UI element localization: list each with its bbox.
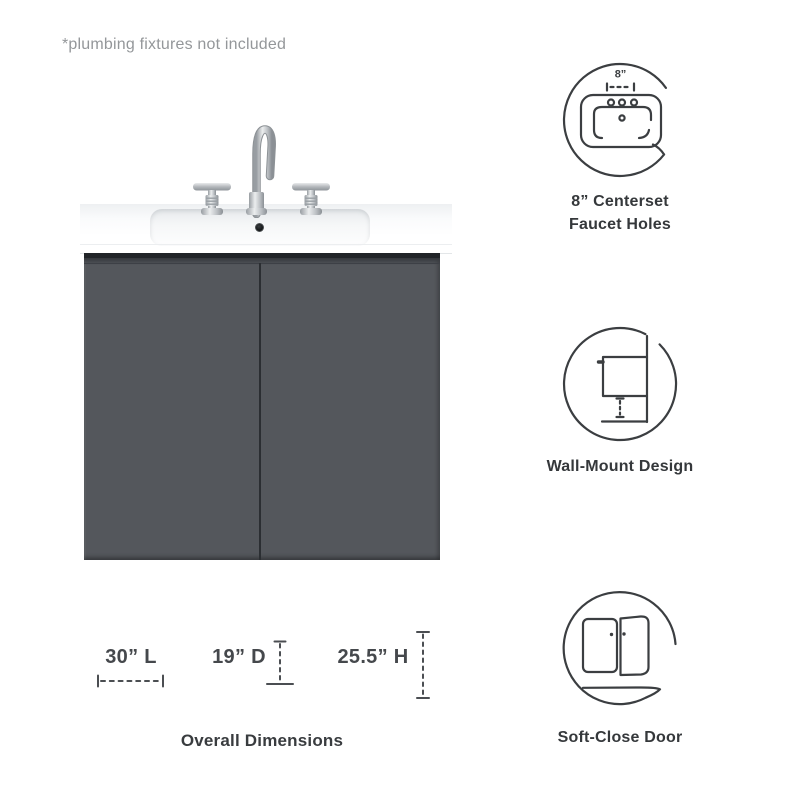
counter-edge <box>80 244 452 245</box>
faucet-holes-icon <box>560 60 680 180</box>
door-left <box>583 619 617 672</box>
feature-label-soft-close: Soft-Close Door <box>557 729 683 746</box>
height-dimension: 25.5” H <box>337 646 409 668</box>
overflow-hole <box>255 223 264 232</box>
icon-circle-swoosh <box>564 328 676 440</box>
door-handle-right <box>622 632 625 635</box>
icon-dim-text: 8” <box>614 68 627 81</box>
spout-escutcheon <box>246 208 267 215</box>
dimensions-caption: Overall Dimensions <box>180 731 344 750</box>
feature-label-wall-mount: Wall-Mount Design <box>546 458 694 475</box>
faucet-hole-center <box>619 100 625 106</box>
disclaimer-note: *plumbing fixtures not included <box>62 36 287 53</box>
depth-dimension: 19” D <box>212 646 266 668</box>
door-top-edge <box>84 263 440 264</box>
door-right-ajar <box>621 616 649 675</box>
door-seam <box>259 263 261 560</box>
faucet-hole-right <box>631 100 637 106</box>
faucet-hole-left <box>608 100 614 106</box>
basin-outline-corner <box>639 130 649 138</box>
cabinet-profile <box>603 357 647 396</box>
vanity-cabinet <box>84 258 440 560</box>
faucet-icon <box>185 122 335 218</box>
door-handle-left <box>610 633 613 636</box>
feature-label-faucet-holes: 8” Centerset Faucet Holes <box>569 193 671 233</box>
basin-outline <box>594 107 651 138</box>
length-dimension: 30” L <box>105 646 157 668</box>
drain-dot <box>619 115 624 120</box>
left-handle <box>193 183 231 215</box>
right-handle <box>292 183 330 215</box>
soft-close-door-icon <box>560 591 680 711</box>
wall-mount-icon <box>560 324 680 444</box>
